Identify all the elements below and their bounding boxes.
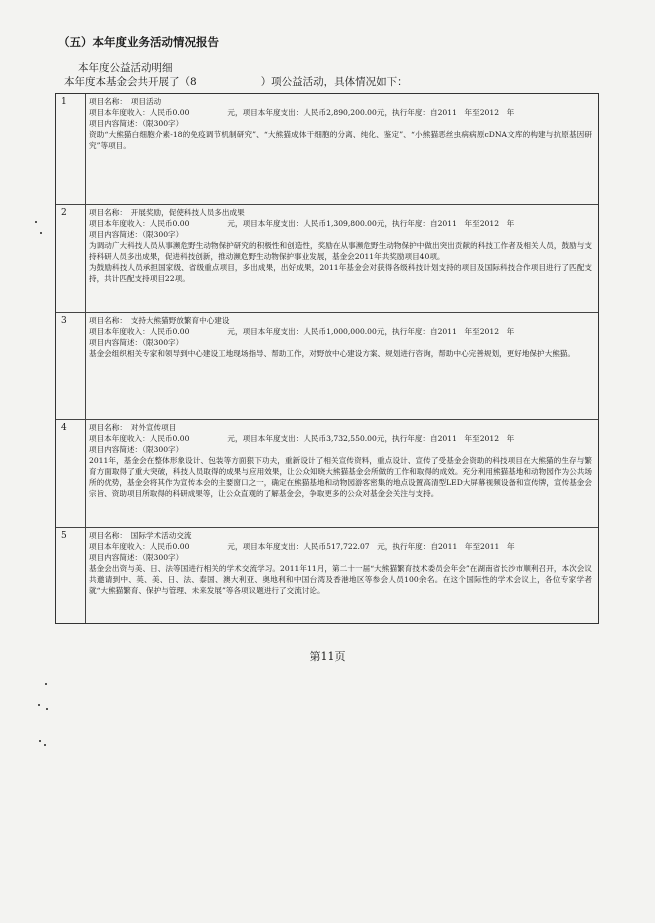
scan-speck	[40, 232, 42, 234]
item-content	[86, 420, 598, 527]
scan-speck	[39, 740, 41, 742]
item-summary-label: 项目内容简述：（限300字）	[89, 553, 184, 562]
item-number: 2	[56, 205, 86, 312]
scan-speck	[46, 708, 48, 710]
scan-speck	[44, 744, 46, 746]
item-finance: 项目本年度收入：人民币0.00 元，项目本年度支出：人民币3,732,550.00元，执行年度：自2011 年至2012 年	[89, 434, 515, 443]
item-name: 项目名称： 项目活动	[89, 97, 162, 106]
table-row	[56, 205, 598, 313]
item-content	[86, 94, 598, 204]
item-description: 资助“大熊猫白细胞介素-18的免疫调节机制研究”、“大熊猫成体干细胞的分离、纯化、鉴定”、“小熊猫恶丝虫病病原cDNA文库的构建与抗原基因研究”等项目。	[89, 130, 592, 150]
table-row	[56, 94, 598, 205]
item-finance: 项目本年度收入：人民币0.00 元，项目本年度支出：人民币2,890,200.00元，执行年度：自2011 年至2012 年	[89, 108, 515, 117]
scan-speck	[35, 221, 37, 223]
item-finance: 项目本年度收入：人民币0.00 元，项目本年度支出：人民币1,000,000.00元，执行年度：自2011 年至2012 年	[89, 327, 515, 336]
activity-count: 8	[190, 76, 197, 88]
item-summary-label: 项目内容简述：（限300字）	[89, 338, 184, 347]
item-content	[86, 313, 598, 419]
item-name: 项目名称： 支持大熊猫野放繁育中心建设	[89, 316, 230, 325]
item-finance: 项目本年度收入：人民币0.00 元，项目本年度支出：人民币1,309,800.00元，执行年度：自2011 年至2012 年	[89, 219, 515, 228]
item-number: 4	[56, 420, 86, 527]
item-description: 基金会组织相关专家和领导到中心建设工地现场指导、帮助工作，对野放中心建设方案、规划进行咨询，帮助中心完善规划，更好地保护大熊猫。	[89, 349, 575, 358]
item-description: 基金会出资与美、日、法等国进行相关的学术交流学习。2011年11月，第二十一届“大熊猫繁育技术委员会年会”在湖南省长沙市顺利召开，本次会议共邀请到中、英、美、日、法、泰国、澳大利亚、奥地利和中国台湾及香港地区等参会人员100余名。在这个国际性的学术会议上，各位专家学者就“大熊猫繁育、保护与管理、未来发展”等各项议题进行了交流讨论。	[89, 564, 592, 595]
item-content	[86, 205, 598, 312]
item-summary-label: 项目内容简述：（限300字）	[89, 445, 184, 454]
item-description: 2011年，基金会在整体形象设计、包装等方面狠下功夫，重新设计了相关宣传资料，重点设计、宣传了受基金会资助的科技项目在大熊猫的生存与繁育方面取得了重大突破，科技人员取得的成果与应用效果，让公众知晓大熊猫基金会所做的工作和取得的成效。充分利用熊猫基地和动物园作为公共场所的优势，基金会将其作为宣传本会的主要窗口之一，确定在熊猫基地和动物园游客密集的地点设置高清型LED大屏幕视频设备和宣传牌，宣传基金会宗旨、资助项目所取得的科研成果等，让公众直观的了解基金会，争取更多的公众对基金会关注与支持。	[89, 456, 592, 498]
item-name: 项目名称： 国际学术活动交流	[89, 531, 192, 540]
item-number: 1	[56, 94, 86, 204]
item-content	[86, 528, 598, 623]
intro-line-1: 本年度公益活动明细	[78, 62, 173, 74]
item-summary-label: 项目内容简述：（限300字）	[89, 119, 184, 128]
table-row	[56, 420, 598, 528]
item-description: 为鼓励科技人员承担国家级、省级重点项目，多出成果，出好成果，2011年基金会对获得各级科技计划支持的项目及国际科技合作项目进行了匹配支持，共计匹配支持项目22项。	[89, 263, 592, 283]
item-description: 为调动广大科技人员从事濒危野生动物保护研究的积极性和创造性，奖励在从事濒危野生动物保护中做出突出贡献的科技工作者及相关人员，鼓励与支持科研人员多出成果，促进科技创新，推动濒危野生动物保护事业发展，基金会2011年共奖励项目40项。	[89, 241, 592, 261]
intro-prefix: 本年度本基金会共开展了（	[64, 76, 190, 88]
item-number: 3	[56, 313, 86, 419]
scan-speck	[45, 683, 47, 685]
item-summary-label: 项目内容简述：（限300字）	[89, 230, 184, 239]
intro-line-2	[64, 74, 408, 89]
item-finance: 项目本年度收入：人民币0.00 元，项目本年度支出：人民币517,722.07 元，执行年度：自2011 年至2011 年	[89, 542, 515, 551]
section-title: （五）本年度业务活动情况报告	[58, 35, 219, 49]
item-name: 项目名称： 开展奖励，促使科技人员多出成果	[89, 208, 245, 217]
item-name: 项目名称： 对外宣传项目	[89, 423, 177, 432]
page-number: 第11页	[309, 650, 346, 663]
activity-table	[55, 93, 599, 624]
table-row	[56, 528, 598, 623]
intro-suffix: ）项公益活动，具体情况如下：	[260, 76, 408, 88]
item-number: 5	[56, 528, 86, 623]
table-row	[56, 313, 598, 420]
scan-speck	[38, 704, 40, 706]
